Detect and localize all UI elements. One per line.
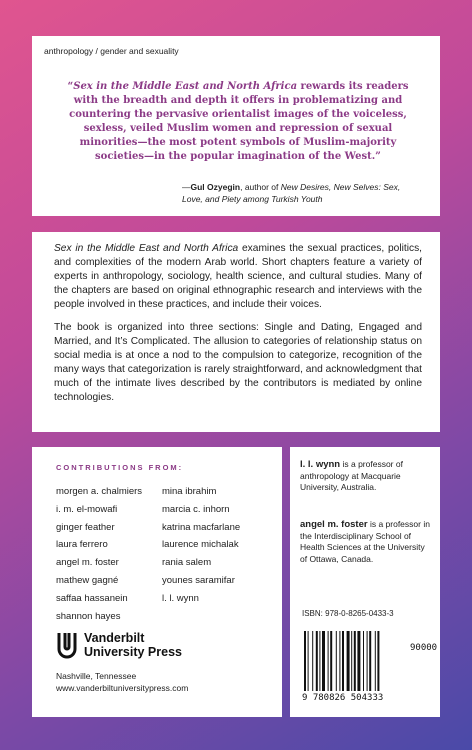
- isbn-area: [290, 599, 440, 717]
- publisher-url: www.vanderbiltuniversitypress.com: [56, 683, 189, 693]
- barcode-bar: [328, 631, 329, 691]
- book-description: [54, 242, 422, 414]
- author-bios-panel: [290, 447, 440, 717]
- quote-text: rewards its readers with the breadth and depth it offers in problematizing and countering the pervasive orientalist images of the voiceless, sexless, veiled Muslim women and repression of sexual minorities—the most potent symbols of Muslim-majority societies—in the popular imagination of the West.”: [69, 81, 409, 162]
- subject-category: anthropology / gender and sexuality: [44, 46, 179, 56]
- barcode-bar: [339, 631, 340, 691]
- contributors-heading: CONTRIBUTIONS FROM:: [56, 463, 184, 472]
- barcode-digits: 9 780826 504333: [302, 693, 384, 703]
- bio-wynn: l. l. wynn is a professor of anthropology at Macquarie University, Australia.: [300, 459, 403, 492]
- contributor-name: l. l. wynn: [162, 592, 199, 604]
- barcode-bar: [375, 631, 376, 691]
- endorser-book: New Desires, New Selves: Sex, Love, and Piety among Turkish Youth: [182, 182, 401, 204]
- publisher-location: Nashville, Tennessee: [56, 671, 137, 681]
- barcode-bar: [330, 631, 332, 691]
- contributor-name: morgen a. chalmiers: [56, 486, 143, 497]
- endorser-name: Gul Ozyegin: [190, 182, 241, 192]
- endorsement-quote: “Sex in the Middle East and North Africa rewards its readers with the breadth and depth it offers in problematizing and countering the pervasive orientalist images of the voiceless, sexless, veiled Muslim women and repression of sexual minorities—the most potent symbols of Muslim-majority societies—in the popular imagination of the West.”: [67, 81, 409, 162]
- barcode-bars: [302, 631, 406, 693]
- contributor-name: laurence michalak: [162, 539, 239, 551]
- isbn-label: ISBN: 978-0-8265-0433-3: [302, 609, 394, 618]
- description-paragraph-2: The book is organized into three sections: Single and Dating, Engaged and Married, and It’s Complicated. The allusion to categories of relationship status on social media is at once a nod to the compulsion to categorize, recognition of the many ways that categorization is rarely straightforward, and acknowledgment that much of the intimate lives described by the contributors is mediated by online technologies.: [54, 322, 422, 403]
- contributor-name: mathew gagné: [56, 574, 119, 586]
- barcode: [302, 621, 438, 705]
- contributor-name: marcia c. inhorn: [162, 503, 230, 515]
- bio-foster: angel m. foster is a professor in the Interdisciplinary School of Health Sciences at the University of Ottawa, Canada.: [300, 519, 430, 564]
- barcode-bar: [316, 631, 318, 691]
- barcode-bar: [363, 631, 364, 691]
- barcode-bar: [351, 631, 352, 691]
- contributor-name: saffaa hassanein: [56, 592, 128, 604]
- description-panel: [32, 232, 440, 432]
- barcode-bar: [336, 631, 337, 691]
- barcode-bar: [369, 631, 371, 691]
- contributor-name: i. m. el-mowafi: [56, 503, 118, 515]
- barcode-bar: [308, 631, 309, 691]
- contributor-name: rania salem: [162, 557, 212, 569]
- description-paragraph-1: Sex in the Middle East and North Africa examines the sexual practices, politics, and complexities of the modern Arab world. Short chapters feature a variety of experts in anthropology, sociology, health science, and cultural studies. Many of the chapters are based on original ethnographic research and interviews with the people involved in these practices, and include their voices.: [54, 243, 422, 310]
- contributor-name: laura ferrero: [56, 539, 108, 551]
- contributor-name: angel m. foster: [56, 557, 119, 569]
- barcode-bar: [312, 631, 313, 691]
- barcode-bar: [377, 631, 379, 691]
- vanderbilt-v-logo-icon: [56, 631, 78, 661]
- contributor-name: younes saramifar: [162, 574, 235, 586]
- contributors-panel: [32, 447, 282, 717]
- quote-book-title: Sex in the Middle East and North Africa: [73, 81, 298, 92]
- contributor-name: ginger feather: [56, 521, 115, 533]
- barcode-bar: [367, 631, 368, 691]
- price-code: 90000: [410, 643, 438, 653]
- contributors-column-1: [56, 483, 142, 625]
- author-name: l. l. wynn: [300, 459, 341, 470]
- barcode-bar: [347, 631, 350, 691]
- author-name: angel m. foster: [300, 519, 368, 530]
- barcode-bar: [354, 631, 356, 691]
- contributor-name: shannon hayes: [56, 610, 121, 622]
- barcode-bar: [319, 631, 320, 691]
- barcode-bar: [322, 631, 325, 691]
- barcode-bar: [357, 631, 360, 691]
- publisher-name: Vanderbilt University Press: [84, 631, 182, 659]
- barcode-bar: [342, 631, 344, 691]
- endorsement-panel: [32, 36, 440, 216]
- endorsement-attribution: —Gul Ozyegin, author of New Desires, New Selves: Sex, Love, and Piety among Turkish Youth: [182, 182, 401, 204]
- barcode-bar: [304, 631, 306, 691]
- contributor-name: mina ibrahim: [162, 486, 217, 497]
- contributor-name: katrina macfarlane: [162, 521, 241, 533]
- contributors-column-2: [162, 483, 240, 608]
